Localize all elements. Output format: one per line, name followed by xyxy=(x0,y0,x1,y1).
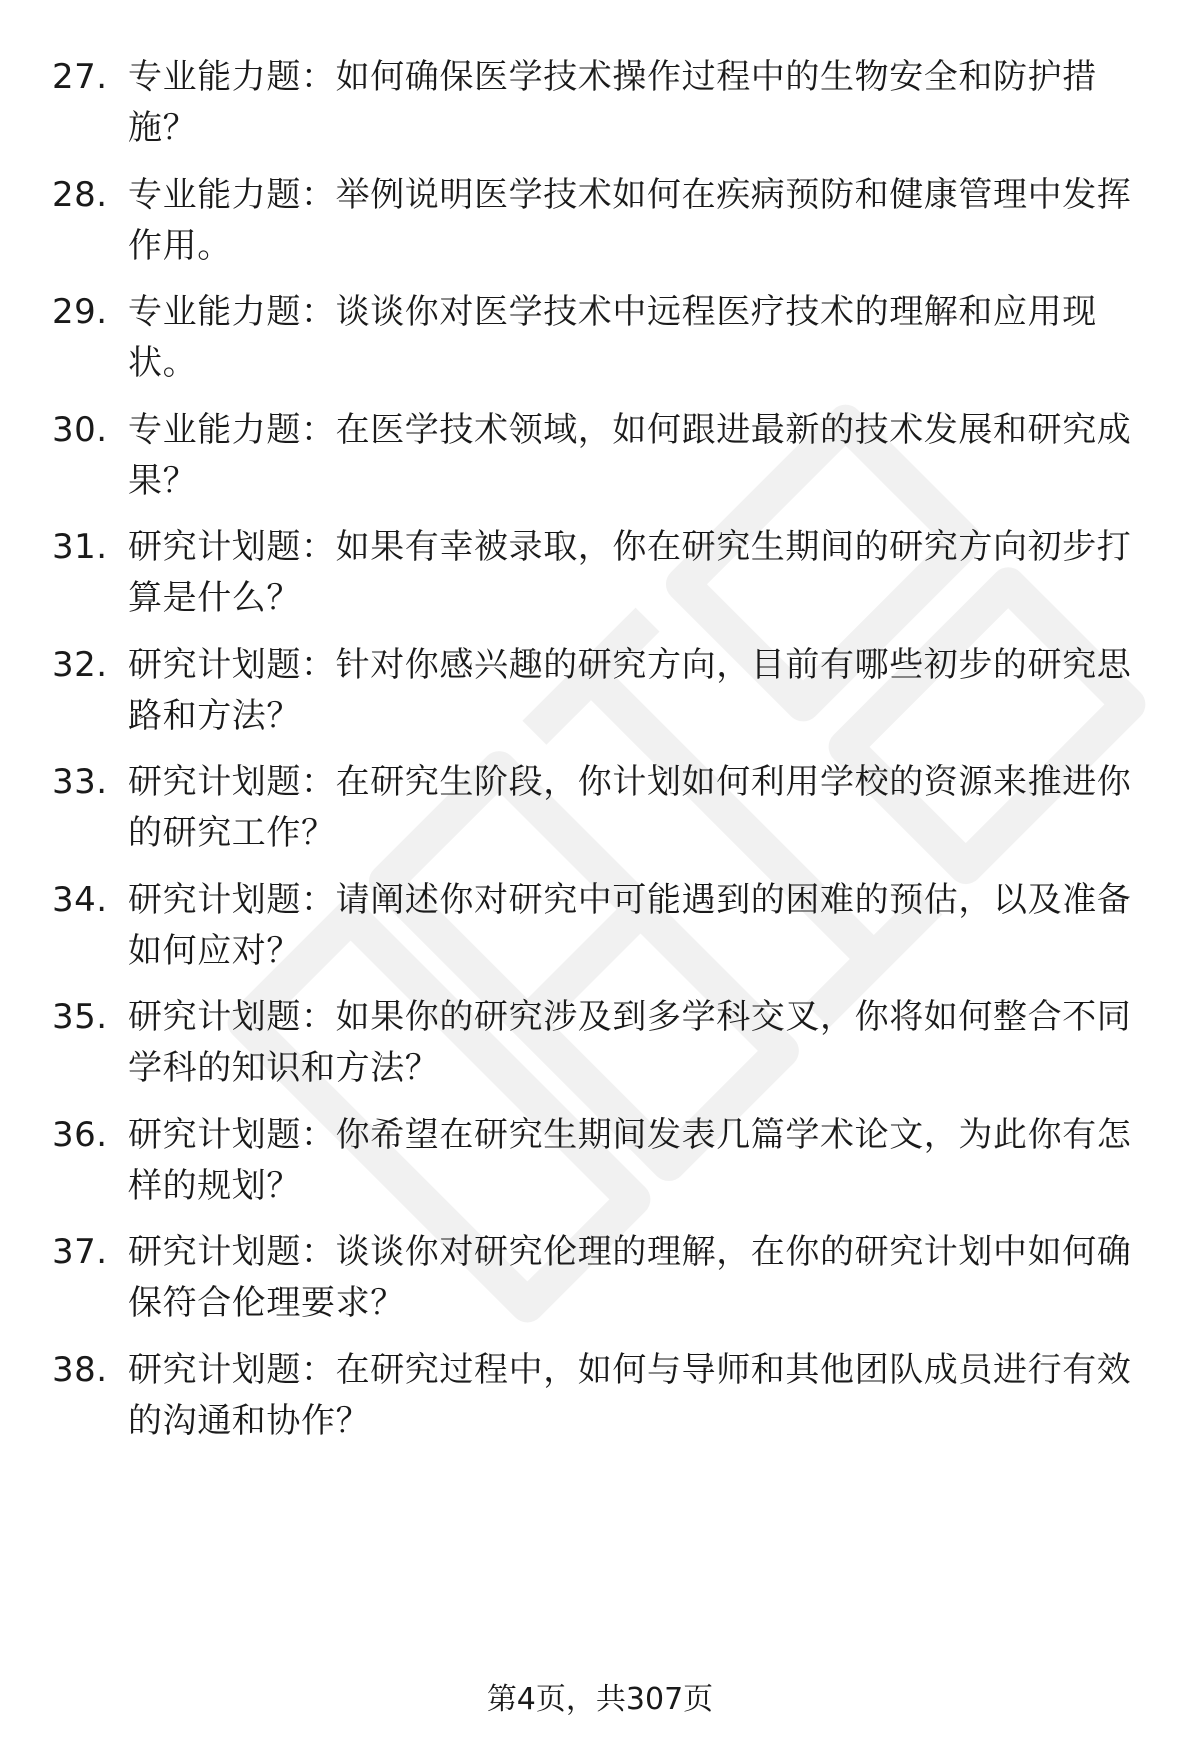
question-number: 36. xyxy=(52,1114,108,1155)
question-item xyxy=(0,287,1200,405)
question-number: 30. xyxy=(52,409,108,450)
question-text: 研究计划题：针对你感兴趣的研究方向，目前有哪些初步的研究思路和方法？ xyxy=(128,644,1132,736)
question-text: 研究计划题：在研究过程中，如何与导师和其他团队成员进行有效的沟通和协作？ xyxy=(128,1349,1132,1441)
question-number: 27. xyxy=(52,57,108,97)
question-text: 研究计划题：如果有幸被录取，你在研究生期间的研究方向初步打算是什么？ xyxy=(128,527,1132,618)
question-text: 研究计划题：请阐述你对研究中可能遇到的困难的预估，以及准备如何应对？ xyxy=(128,879,1132,971)
question-text: 研究计划题：谈谈你对研究伦理的理解，在你的研究计划中如何确保符合伦理要求？ xyxy=(128,1232,1132,1323)
question-item xyxy=(0,405,1200,523)
question-text: 专业能力题：如何确保医学技术操作过程中的生物安全和防护措施？ xyxy=(128,57,1097,148)
question-text: 研究计划题：你希望在研究生期间发表几篇学术论文，为此你有怎样的规划？ xyxy=(128,1114,1132,1206)
page-indicator: 第4页，共307页 xyxy=(486,1682,714,1717)
question-list xyxy=(0,52,1200,1462)
question-text: 专业能力题：在医学技术领域，如何跟进最新的技术发展和研究成果？ xyxy=(128,409,1132,501)
question-number: 28. xyxy=(52,174,108,215)
question-item xyxy=(0,522,1200,640)
question-item xyxy=(0,52,1200,170)
question-number: 32. xyxy=(52,644,108,685)
question-item xyxy=(0,875,1200,993)
question-text: 专业能力题：举例说明医学技术如何在疾病预防和健康管理中发挥作用。 xyxy=(128,174,1132,266)
question-text: 研究计划题：在研究生阶段，你计划如何利用学校的资源来推进你的研究工作？ xyxy=(128,762,1132,853)
question-item xyxy=(0,757,1200,875)
question-item xyxy=(0,1227,1200,1345)
question-item xyxy=(0,640,1200,758)
question-number: 34. xyxy=(52,879,108,920)
question-text: 专业能力题：谈谈你对医学技术中远程医疗技术的理解和应用现状。 xyxy=(128,292,1097,383)
question-item xyxy=(0,992,1200,1110)
question-number: 33. xyxy=(52,762,108,802)
question-text: 研究计划题：如果你的研究涉及到多学科交叉，你将如何整合不同学科的知识和方法？ xyxy=(128,997,1132,1088)
question-item xyxy=(0,170,1200,288)
question-number: 37. xyxy=(52,1232,108,1272)
question-number: 31. xyxy=(52,527,108,567)
question-number: 38. xyxy=(52,1349,108,1390)
question-number: 35. xyxy=(52,997,108,1037)
question-number: 29. xyxy=(52,292,108,332)
question-item xyxy=(0,1110,1200,1228)
question-item xyxy=(0,1345,1200,1463)
